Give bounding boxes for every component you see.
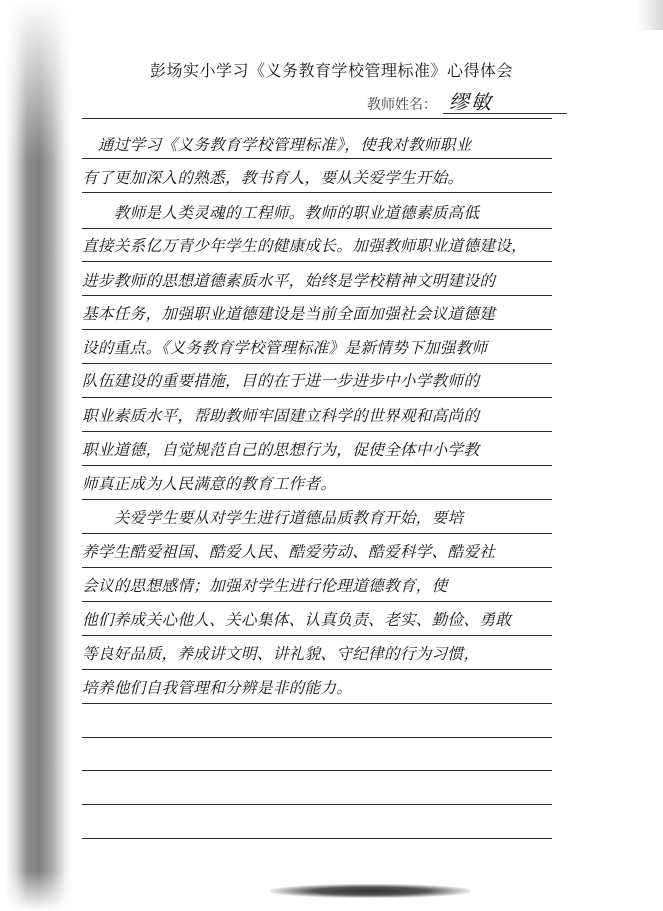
body-line: 养学生酷爱祖国、酷爱人民、酷爱劳动、酷爱科学、酷爱社 [82,543,496,561]
ruled-line [82,397,552,398]
ruled-line [82,118,552,119]
scan-bottom-mark [270,884,470,898]
body-line: 他们养成关心他人、关心集体、认真负责、老实、勤俭、勇敢 [82,611,512,629]
body-line: 培养他们自我管理和分辨是非的能力。 [82,679,353,697]
body-line: 教师是人类灵魂的工程师。教师的职业道德素质高低 [82,204,480,222]
ruled-line [82,737,552,738]
body-line: 师真正成为人民满意的教育工作者。 [82,475,337,493]
body-line: 有了更加深入的熟悉，教书育人，要从关爱学生开始。 [82,169,464,187]
scan-edge-fade-bottom [0,871,72,911]
document-title: 彭场实小学习《义务教育学校管理标准》心得体会 [149,61,513,80]
body-line: 设的重点。《义务教育学校管理标准》是新情势下加强教师 [82,339,488,357]
ruled-line [82,804,552,805]
teacher-name-signature: 缪敏 [443,91,567,114]
body-line: 直接关系亿万青少年学生的健康成长。加强教师职业道德建设， [82,237,528,255]
body-line: 通过学习《义务教育学校管理标准》，使我对教师职业 [82,136,472,154]
scan-corner-shadow [637,0,663,30]
body-line: 进步教师的思想道德素质水平，始终是学校精神文明建设的 [82,272,496,290]
body-line: 队伍建设的重要措施，目的在于进一步进步中小学教师的 [82,372,480,390]
ruled-line [82,838,552,839]
ruled-line [82,770,552,771]
body-line: 职业素质水平，帮助教师牢固建立科学的世界观和高尚的 [82,407,480,425]
body-line: 会议的思想感情；加强对学生进行伦理道德教育，使 [82,577,448,595]
teacher-name-label: 教师姓名： [367,97,437,113]
body-line: 等良好品质，养成讲文明、讲礼貌、守纪律的行为习惯， [82,645,480,663]
teacher-name-row [367,92,567,114]
body-line: 基本任务，加强职业道德建设是当前全面加强社会议道德建 [82,305,496,323]
body-line: 关爱学生要从对学生进行道德品质教育开始，要培 [82,509,464,527]
body-line: 职业道德，自觉规范自己的思想行为，促使全体中小学教 [82,441,480,459]
